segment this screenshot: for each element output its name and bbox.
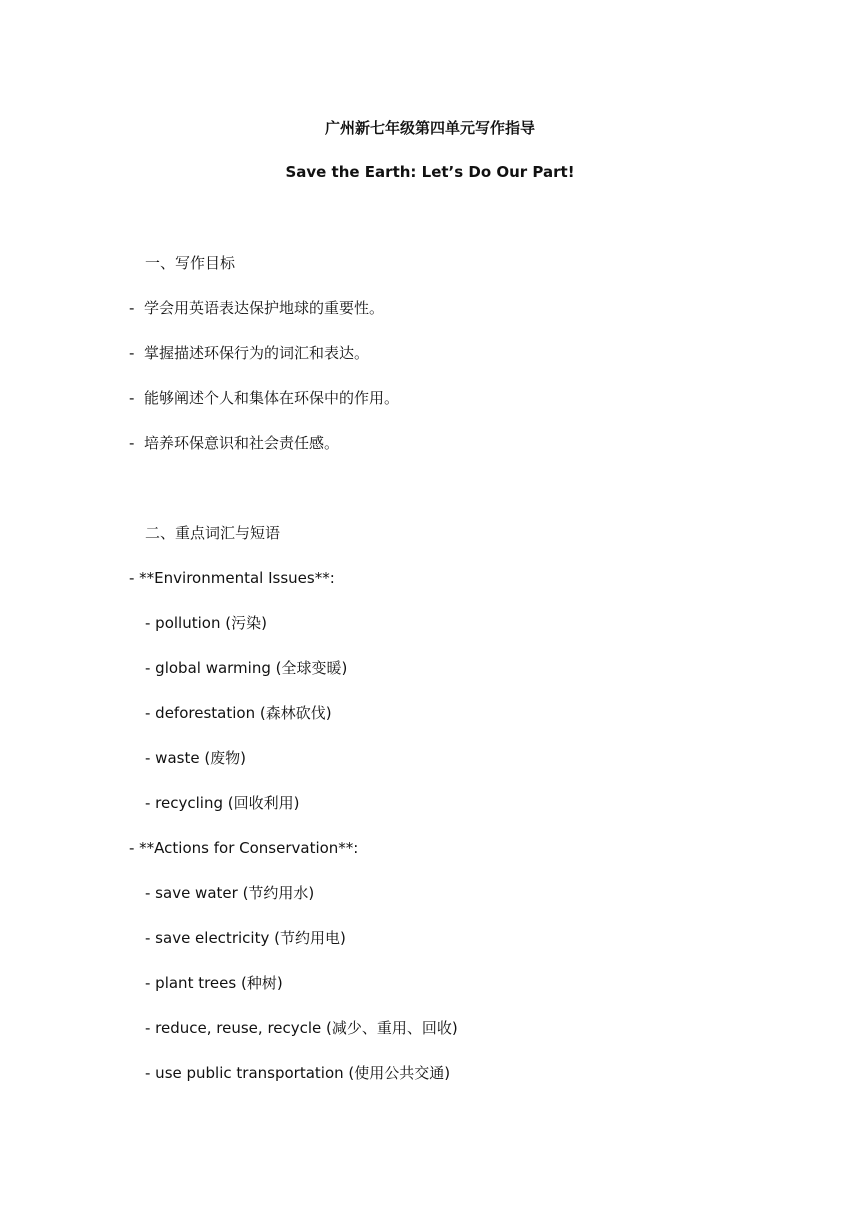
vocab-item: - waste (废物) — [145, 749, 247, 767]
vocab-item: - reduce, reuse, recycle (减少、重用、回收) — [145, 1019, 458, 1037]
vocab-item: - plant trees (种树) — [145, 974, 283, 992]
vocab-item: - recycling (回收利用) — [145, 794, 300, 812]
vocab-group-label: - **Environmental Issues**: — [129, 569, 335, 587]
vocab-item: - use public transportation (使用公共交通) — [145, 1064, 451, 1082]
goal-item: - 掌握描述环保行为的词汇和表达。 — [129, 344, 369, 362]
vocab-item: - deforestation (森林砍伐) — [145, 704, 332, 722]
goal-item: - 学会用英语表达保护地球的重要性。 — [129, 299, 384, 317]
vocab-item: - save water (节约用水) — [145, 884, 315, 902]
vocab-item: - global warming (全球变暖) — [145, 659, 348, 677]
document-subtitle: Save the Earth: Let’s Do Our Part! — [285, 163, 575, 181]
goal-item: - 能够阐述个人和集体在环保中的作用。 — [129, 389, 399, 407]
vocab-item: - save electricity (节约用电) — [145, 929, 346, 947]
vocab-item: - pollution (污染) — [145, 614, 267, 632]
goal-item: - 培养环保意识和社会责任感。 — [129, 434, 339, 452]
vocab-group-label: - **Actions for Conservation**: — [129, 839, 359, 857]
document-title: 广州新七年级第四单元写作指导 — [324, 119, 535, 137]
section-heading-goals: 一、写作目标 — [145, 254, 236, 272]
section-heading-vocabulary: 二、重点词汇与短语 — [145, 524, 281, 542]
